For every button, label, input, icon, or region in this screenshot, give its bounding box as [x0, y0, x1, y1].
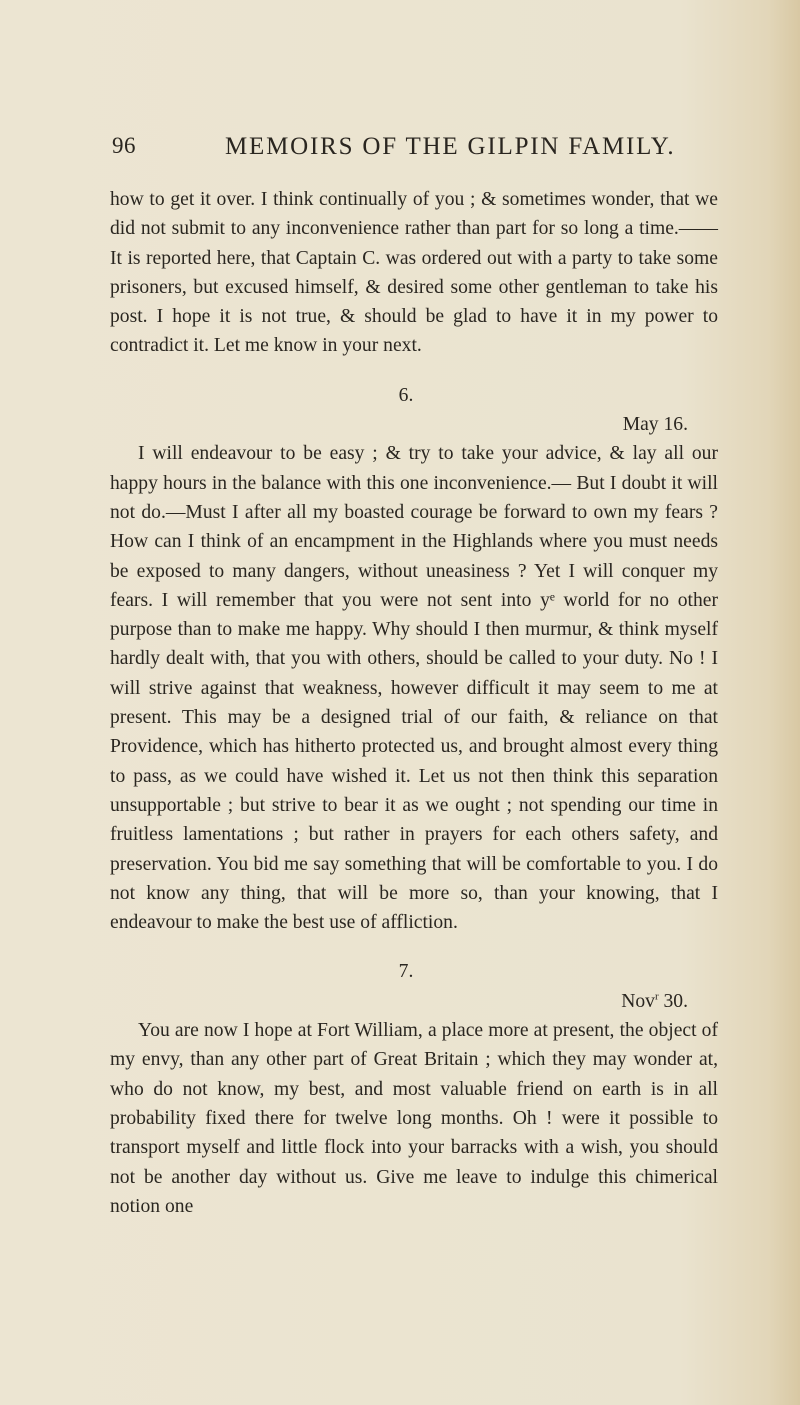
date-superscript: r [654, 990, 659, 1003]
date-day: 30. [658, 990, 688, 1012]
letter-number: 6. [398, 384, 414, 406]
running-title: MEMOIRS OF THE GILPIN FAMILY. [225, 133, 676, 160]
page-number: 96 [112, 133, 136, 158]
letter-date [110, 987, 718, 1016]
letter-date: May 16. [622, 414, 688, 436]
letter-number: 7. [398, 961, 414, 983]
letter-body: I will endeavour to be easy ; & try to take your advice, & lay all our happy hours in the balance with this one inconvenience.— But I doubt it will not do.—Must I after all my boasted courage be forward to own my fears ? How can I think of an encampment in the Highlands where you must needs be exposed to many dangers, without uneasiness ? Yet I will conquer my fears. I will remember that you were not sent into yᵉ world for no other purpose than to make me happy. Why should I then murmur, & think myself hardly dealt with, that you with others, should be called to your duty. No ! I will strive against that weakness, however difficult it may seem to me at present. This may be a designed trial of our faith, & reliance on that Providence, which has hitherto protected us, and brought almost every thing to pass, as we could have wished it. Let us not then think this separation unsupportable ; but strive to bear it as we ought ; not spending our time in fruitless lamentations ; but rather in prayers for each others safety, and preservation. You bid me say something that will be comfortable to you. I do not know any thing, that will be more so, than your knowing, that I endeavour to make the best use of affliction. [110, 443, 718, 934]
letter-body: You are now I hope at Fort William, a place more at present, the object of my envy, than any other part of Great Britain ; which they may wonder at, who do not know, my best, and most valuable friend on earth is in all probability fixed there for twelve long months. Oh ! were it possible to transport myself and little flock into your barracks with a wish, you should not be another day without us. Give me leave to indulge this chimerical notion one [110, 1020, 718, 1217]
date-month: Nov [621, 990, 655, 1012]
body-text [110, 185, 718, 1221]
paragraph-continued: how to get it over. I think continually of you ; & sometimes wonder, that we did not submit to any inconvenience rather than part for so long a time.——It is reported here, that Captain C. was ordered out with a party to take some prisoners, but excused himself, & desired some other gentleman to take his post. I hope it is not true, & should be glad to have it in my power to contradict it. Let me know in your next. [110, 189, 718, 357]
page-header [0, 133, 800, 173]
